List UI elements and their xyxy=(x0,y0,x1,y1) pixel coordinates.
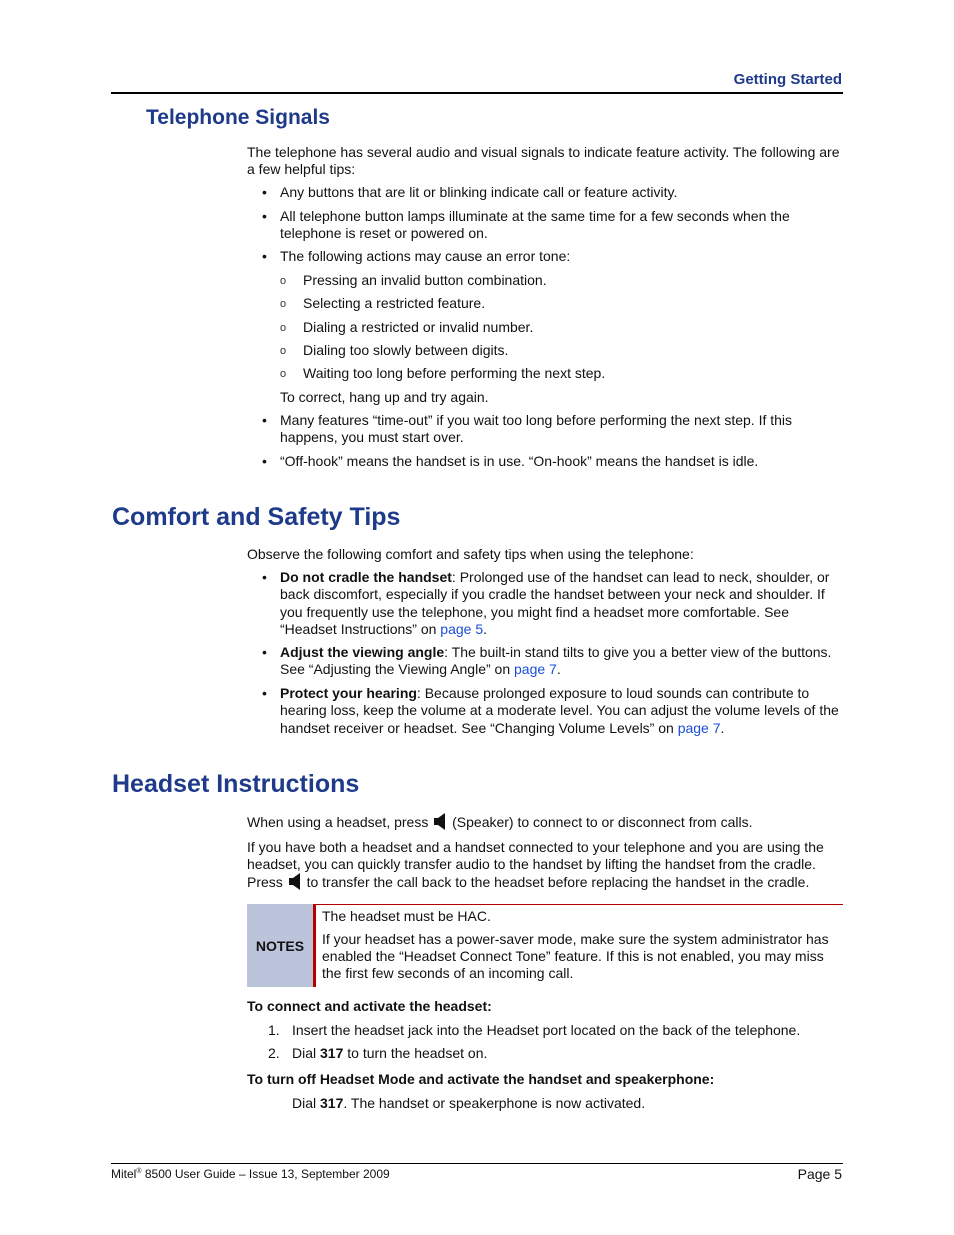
bullet-icon: • xyxy=(262,248,267,264)
speaker-icon xyxy=(289,873,301,890)
footer-rule xyxy=(111,1163,843,1164)
signals-sub-3: Dialing a restricted or invalid number. xyxy=(303,319,534,335)
page-number: Page 5 xyxy=(797,1166,842,1182)
signals-bullet-1: Any buttons that are lit or blinking indicate call or feature activity. xyxy=(280,184,678,200)
tip-3-heading: Protect your hearing xyxy=(280,685,417,701)
tip-1-end: . xyxy=(483,621,488,638)
headset-para-2-start: If you have both a headset and a handset connected to your telephone and you are using the headset, you can quickly transfer audio to the handset by lifting the handset from the cradle. Press xyxy=(247,839,824,890)
circle-bullet-icon: o xyxy=(280,345,287,357)
signals-bullet-2: All telephone button lamps illuminate at the same time for a few seconds when the telephone is reset or powered on. xyxy=(280,208,790,242)
footer-brand: Mitel xyxy=(111,1167,137,1181)
headset-para-2-end: to transfer the call back to the headset before replacing the handset in the cradle. xyxy=(306,874,810,890)
turn-off-heading: To turn off Headset Mode and activate the handset and speakerphone: xyxy=(247,1071,715,1087)
signals-intro: The telephone has several audio and visual signals to indicate feature activity. The following are a few helpful tips: xyxy=(247,144,840,177)
signals-bullet-4: Many features “time-out” if you wait too long before performing the next step. If this happens, you must start over. xyxy=(280,412,793,446)
signals-sub-2: Selecting a restricted feature. xyxy=(303,295,486,311)
step-2-start: Dial xyxy=(292,1045,317,1061)
bullet-icon: • xyxy=(262,685,267,701)
comfort-tip-2 xyxy=(280,644,843,679)
bullet-icon: • xyxy=(262,453,267,469)
notes-top-rule xyxy=(316,904,843,905)
step-2-text xyxy=(292,1045,843,1062)
step-2-number: 2. xyxy=(268,1045,280,1061)
signals-bullet-5: “Off-hook” means the handset is in use. “On-hook” means the handset is idle. xyxy=(280,453,759,469)
note-2: If your headset has a power-saver mode, make sure the system administrator has enabled the “Headset Connect Tone” feature. If this is not enabled, you may miss the first few seconds of an incoming call. xyxy=(322,931,829,981)
page-7-link[interactable]: page 7 xyxy=(677,719,721,736)
step-2-end: to turn the headset on. xyxy=(347,1045,488,1061)
page-5-link[interactable]: page 5 xyxy=(440,621,484,638)
notes-label: NOTES xyxy=(247,904,313,987)
tip-1-heading: Do not cradle the handset xyxy=(280,569,452,585)
section-title-telephone-signals: Telephone Signals xyxy=(146,106,330,129)
circle-bullet-icon: o xyxy=(280,368,287,380)
section-title-comfort-safety: Comfort and Safety Tips xyxy=(112,503,401,531)
signals-sub-5: Waiting too long before performing the next step. xyxy=(303,365,606,381)
tip-3-end: . xyxy=(720,719,725,736)
circle-bullet-icon: o xyxy=(280,298,287,310)
dial-code: 317 xyxy=(320,1045,344,1061)
comfort-tip-3 xyxy=(280,685,843,737)
headset-para-1-start: When using a headset, press xyxy=(247,814,429,830)
step-1-text: Insert the headset jack into the Headset port located on the back of the telephone. xyxy=(292,1022,801,1038)
tip-2-end: . xyxy=(556,661,561,678)
notes-box xyxy=(247,904,843,987)
tip-2-heading: Adjust the viewing angle xyxy=(280,644,445,660)
header-rule xyxy=(111,92,843,94)
signals-bullet-3: The following actions may cause an error tone: xyxy=(280,248,571,264)
speaker-icon xyxy=(434,813,446,830)
tip-1-text: : Prolonged use of the handset can lead to neck, shoulder, or back discomfort, especially if you cradle the handset between your neck and shoulder. If you frequently use the telephone, you might find a headset more comfortable. See “Headset Instructions” on xyxy=(280,569,830,638)
bullet-icon: • xyxy=(262,412,267,428)
connect-heading: To connect and activate the headset: xyxy=(247,998,492,1014)
step-1-number: 1. xyxy=(268,1022,280,1038)
circle-bullet-icon: o xyxy=(280,275,287,287)
bullet-icon: • xyxy=(262,184,267,200)
turn-off-start: Dial xyxy=(292,1095,317,1111)
dial-code: 317 xyxy=(320,1095,344,1111)
tip-2-text: : The built-in stand tilts to give you a better view of the buttons. See “Adjusting the Viewing Angle” on xyxy=(280,644,832,678)
tip-3-text: : Because prolonged exposure to loud sounds can contribute to hearing loss, keep the volume at a moderate level. You can adjust the volume levels of the handset receiver or headset. See “Changing Volume Levels” on xyxy=(280,685,839,736)
footer-title xyxy=(111,1167,390,1181)
headset-para-1 xyxy=(247,813,843,831)
signals-correct-note: To correct, hang up and try again. xyxy=(280,389,489,405)
registered-mark: ® xyxy=(136,1168,142,1175)
notes-divider xyxy=(313,904,316,987)
signals-sub-4: Dialing too slowly between digits. xyxy=(303,342,509,358)
comfort-tip-1 xyxy=(280,569,843,639)
bullet-icon: • xyxy=(262,569,267,585)
footer-guide: 8500 User Guide – Issue 13, September 2009 xyxy=(141,1167,390,1181)
circle-bullet-icon: o xyxy=(280,322,287,334)
note-1: The headset must be HAC. xyxy=(322,908,491,924)
bullet-icon: • xyxy=(262,208,267,224)
signals-sub-1: Pressing an invalid button combination. xyxy=(303,272,547,288)
turn-off-text xyxy=(292,1095,843,1112)
headset-para-2 xyxy=(247,839,843,891)
section-title-headset: Headset Instructions xyxy=(112,770,360,798)
headset-para-1-end: (Speaker) to connect to or disconnect from calls. xyxy=(452,814,753,830)
page-7-link[interactable]: page 7 xyxy=(514,661,557,678)
comfort-intro: Observe the following comfort and safety tips when using the telephone: xyxy=(247,546,694,562)
running-header: Getting Started xyxy=(733,71,842,88)
bullet-icon: • xyxy=(262,644,267,660)
turn-off-end: . The handset or speakerphone is now activated. xyxy=(343,1095,646,1111)
